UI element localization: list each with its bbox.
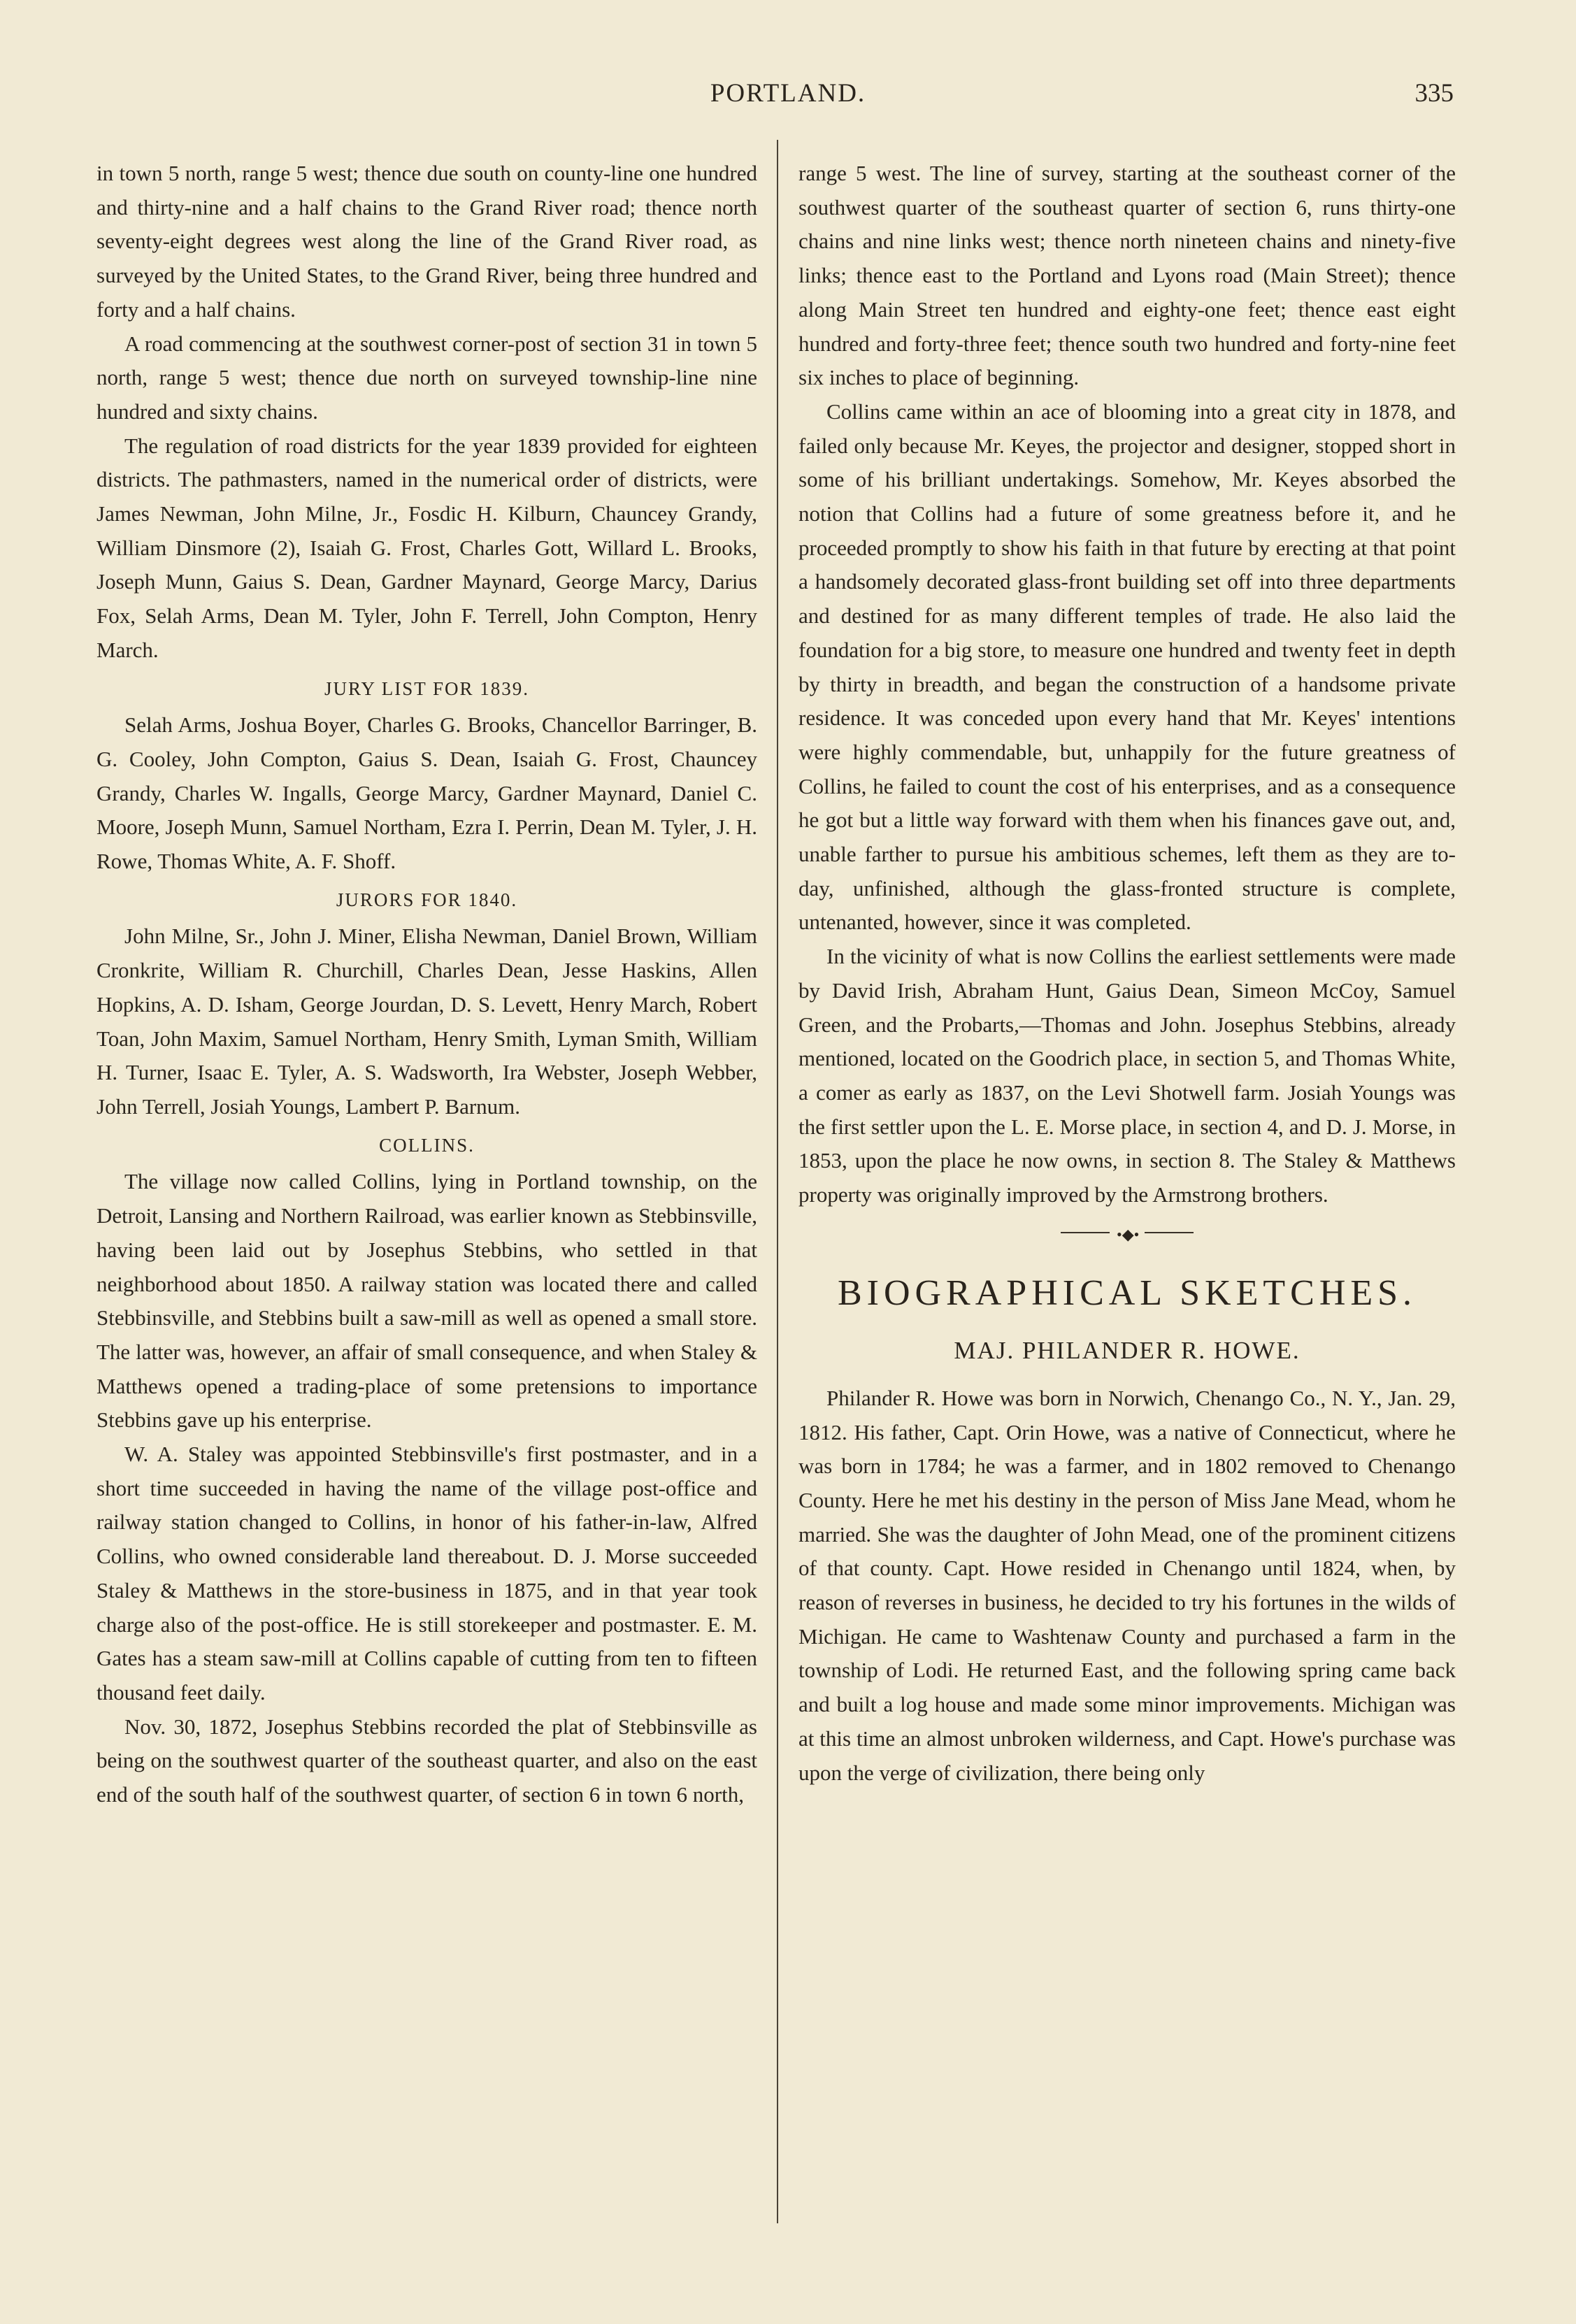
paragraph: In the vicinity of what is now Collins the earliest settlements were made by David Irish, Abraham Hunt, Gaius Dean, Simeon McCoy, Samuel Green, and the Probarts,—Thomas and John. Josephus Stebbins, already mentioned, located on the Goodrich place, in section 5, and Thomas White, a comer as early as 1837, on the Levi Shotwell farm. Josiah Youngs was the first settler upon the L. E. Morse place, in section 4, and D. J. Morse, in 1853, upon the place he now owns, in section 8. The Staley & Matthews property was originally improved by the Armstrong brothers. bbox=[798, 944, 1456, 1207]
paragraph: John Milne, Sr., John J. Miner, Elisha Newman, Daniel Brown, William Cronkrite, William R. Churchill, Charles Dean, Jesse Haskins, Allen Hopkins, A. D. Isham, George Jourdan, D. S. Levett, Henry March, Robert Toan, John Maxim, Samuel Northam, Henry Smith, Lyman Smith, William H. Turner, Isaac E. Tyler, A. S. Wadsworth, Ira Webster, Joseph Webber, John Terrell, Josiah Youngs, Lambert P. Barnum. bbox=[96, 924, 757, 1119]
biography-subject-heading: MAJ. PHILANDER R. HOWE. bbox=[954, 1336, 1301, 1364]
paragraph: Nov. 30, 1872, Josephus Stebbins recorded the plat of Stebbinsville as being on the southwest quarter of the southeast quarter, and also on the east end of the south half of the southwest quarter, of section 6 in town 6 north, bbox=[96, 1714, 757, 1807]
section-heading-jurors: JURORS FOR 1840. bbox=[336, 889, 518, 910]
paragraph: Selah Arms, Joshua Boyer, Charles G. Brooks, Chancellor Barringer, B. G. Cooley, John Compton, Gaius S. Dean, Isaiah G. Frost, Chauncey Grandy, Charles W. Ingalls, George Marcy, Gardner Maynard, Daniel C. Moore, Joseph Munn, Samuel Northam, Ezra I. Perrin, Dean M. Tyler, J. H. Rowe, Thomas White, A. F. Shoff. bbox=[96, 712, 757, 874]
ornament-glyph: •◆• bbox=[1117, 1225, 1140, 1243]
right-column bbox=[798, 157, 1456, 1790]
paragraph: Philander R. Howe was born in Norwich, Chenango Co., N. Y., Jan. 29, 1812. His father, Capt. Orin Howe, was a native of Connecticut, where he was born in 1784; he was a farmer, and in 1802 removed to Chenango County. Here he met his destiny in the person of Miss Jane Mead, whom he married. She was the daughter of John Mead, one of the prominent citizens of that county. Capt. Howe resided in Chenango until 1824, when, by reason of reverses in business, he decided to try his fortunes in the wilds of Michigan. He came to Washtenaw County and purchased a farm in the township of Lodi. He returned East, and the following spring came back and built a log house and made some minor improvements. Michigan was at this time an almost unbroken wilderness, and Capt. Howe's purchase was upon the verge of civilization, there being only bbox=[798, 1385, 1456, 1785]
paragraph: A road commencing at the southwest corner-post of section 31 in town 5 north, range 5 west; thence due north on surveyed township-line nine hundred and sixty chains. bbox=[96, 331, 757, 424]
section-heading-jury-list: JURY LIST FOR 1839. bbox=[324, 677, 530, 699]
running-header-title: PORTLAND. bbox=[710, 79, 866, 108]
paragraph: The regulation of road districts for the year 1839 provided for eighteen districts. The pathmasters, named in the numerical order of districts, were James Newman, John Milne, Jr., Fosdic H. Kilburn, Chauncey Grandy, William Dinsmore (2), Isaiah G. Frost, Charles Gott, Willard L. Brooks, Joseph Munn, Gaius S. Dean, Gardner Maynard, George Marcy, Darius Fox, Selah Arms, Dean M. Tyler, John F. Terrell, John Compton, Henry March. bbox=[96, 433, 757, 662]
page-number: 335 bbox=[1414, 79, 1454, 108]
left-column bbox=[96, 157, 757, 1812]
section-heading-collins: COLLINS. bbox=[379, 1134, 475, 1156]
ornamental-rule bbox=[1061, 1225, 1194, 1243]
paragraph: Collins came within an ace of blooming into a great city in 1878, and failed only because Mr. Keyes, the projector and designer, stopped short in some of his brilliant undertakings. Somehow, Mr. Keyes absorbed the notion that Collins had a future of some greatness before it, and he proceeded promptly to show his faith in that future by erecting at that point a handsomely decorated glass-front building set off into three departments and destined for as many different temples of trade. He also laid the foundation for a big store, to measure one hundred and twenty feet in depth by thirty in breadth, and began the construction of a handsome private residence. It was conceded upon every hand that Mr. Keyes' intentions were highly commendable, but, unhappily for the future greatness of Collins, he failed to count the cost of his enterprises, and as a consequence he got but a little way forward with them when his finances gave out, and, unable farther to pursue his ambitious schemes, left them as they are to-day, unfinished, although the glass-fronted structure is complete, untenanted, however, since it was completed. bbox=[798, 399, 1456, 935]
column-divider bbox=[777, 140, 778, 2223]
paragraph: W. A. Staley was appointed Stebbinsville's first postmaster, and in a short time succeeded in having the name of the village post-office and railway station changed to Collins, in honor of his father-in-law, Alfred Collins, who owned considerable land thereabout. D. J. Morse succeeded Staley & Matthews in the store-business in 1875, and in that year took charge also of the post-office. He is still storekeeper and postmaster. E. M. Gates has a steam saw-mill at Collins capable of cutting from ten to fifteen thousand feet daily. bbox=[96, 1442, 757, 1705]
paragraph: in town 5 north, range 5 west; thence due south on county-line one hundred and thirty-nine and a half chains to the Grand River road; thence north seventy-eight degrees west along the line of the Grand River road, as surveyed by the United States, to the Grand River, being three hundred and forty and a half chains. bbox=[96, 161, 757, 322]
ornament-line-left bbox=[1061, 1232, 1110, 1233]
ornament-line-right bbox=[1145, 1232, 1194, 1233]
paragraph: The village now called Collins, lying in Portland township, on the Detroit, Lansing and Northern Railroad, was earlier known as Stebbinsville, having been laid out by Josephus Stebbins, who settled in that neighborhood about 1850. A railway station was located there and called Stebbinsville, and Stebbins built a saw-mill as well as opened a small store. The latter was, however, an affair of small consequence, and when Staley & Matthews opened a trading-place of some pretensions to importance Stebbins gave up his enterprise. bbox=[96, 1169, 757, 1433]
paragraph: range 5 west. The line of survey, starting at the southeast corner of the southwest quarter of the southeast quarter of section 6, runs thirty-one chains and nine links west; thence north nineteen chains and ninety-five links; thence east to the Portland and Lyons road (Main Street); thence along Main Street ten hundred and eighty-one feet; thence east eight hundred and forty-three feet; thence south two hundred and forty-nine feet six inches to place of beginning. bbox=[798, 161, 1456, 390]
biographical-sketches-heading: BIOGRAPHICAL SKETCHES. bbox=[837, 1272, 1417, 1313]
